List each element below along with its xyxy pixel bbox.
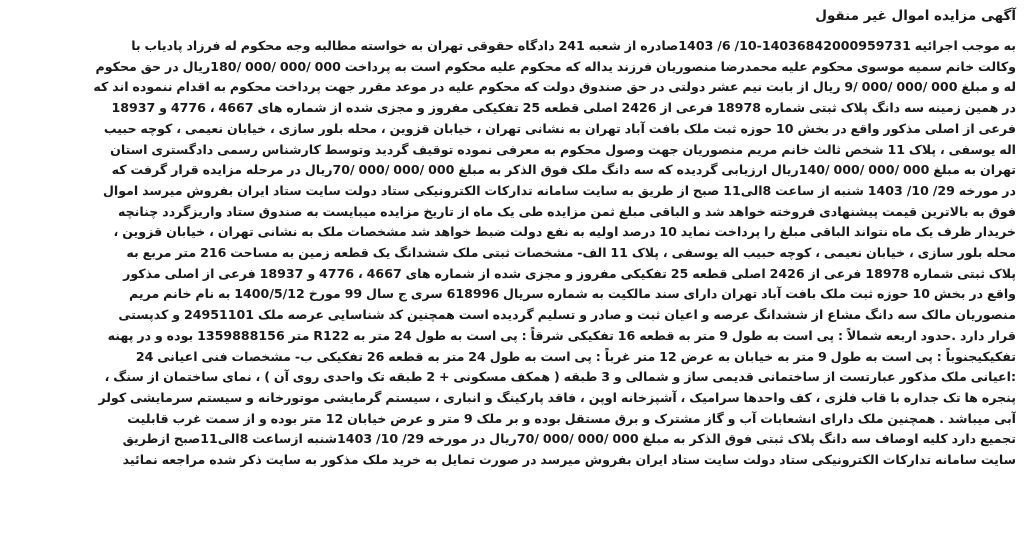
notice-line: آبی میباشد . همچنین ملک دارای انشعابات آب و گاز مشترک و برق مستقل بوده و بر ملک 9 متر و عرض خیابان 12 متر بوده و از سمت غرب قابلیت [127, 410, 1016, 426]
notice-line: سایت سامانه تدارکات الکترونیکی ستاد دولت سایت ستاد ایران بفروش میرسد در صورت تمایل به خرید ملک مذکور به سایت ذکر شده مراجعه نمائید [122, 452, 1016, 468]
notice-line: :اعیانی ملک مذکور عبارتست از ساختمانی قدیمی ساز و شمالی و 3 طبقه ( همکف مسکونی + 2 طبقه تک واحدی روی آن ) ، نمای ساختمان از سنگ ، [104, 369, 1016, 385]
notice-line: در مورخه 29/ 10/ 1403 شنبه از ساعت 8الی11 صبح از طریق به سایت سامانه تدارکات الکترونیکی ستاد دولت سایت ستاد ایران بفروش میرسد اموال [102, 182, 1016, 198]
notice-line: به موجب اجرائیه 14036842000959731-10/ 6/ 1403صادره از شعبه 241 دادگاه حقوقی تهران به خواسته مطالبه وجه محکوم له فرزاد پادیاب با [131, 38, 1016, 53]
notice-line: تفکیکیجنوباً : پی است به طول 9 متر به خیابان به عرض 12 متر غرباً : پی است به طول 24 متر به قطعه 26 تفکیکی ب- مشخصات فنی اعیانی 24 [135, 348, 1016, 364]
notice-line: واقع در بخش 10 حوزه ثبت ملک بافت آباد تهران دارای سند مالکیت به شماره سریال 618996 سری ج سال 99 مورخ 1400/5/12 به نام خانم مریم [129, 286, 1016, 302]
notice-title: آگهی مزایده اموال غیر منقول [815, 8, 1016, 24]
notice-line: وکالت خانم سمیه موسوی محکوم علیه محمدرضا منصوریان فرزند یداله که محکوم علیه محکوم است به پرداخت 000 /000 /000 /180ریال در حق محکوم [95, 58, 1016, 74]
notice-line: فرعی از اصلی مذکور واقع در بخش 10 حوزه ثبت ملک بافت آباد تهران به نشانی تهران ، خیابان قزوین ، محله بلور سازی ، خیابان نعیمی ، کوچه حبیب [103, 120, 1016, 136]
notice-line: تجمیع دارد کلیه اوصاف سه دانگ پلاک ثبتی فوق الذکر به مبلغ 000 /000 /000 /70ریال در مورخه 29/ 10/ 1403شنبه ازساعت 8الی11صبح ازطریق [122, 431, 1016, 447]
notice-line: فوق به بالاترین قیمت پیشنهادی فروخته خواهد شد و الباقی مبلغ ثمن مزایده طی یک ماه از تاریخ مزایده میبایست به صندوق ستاد واریزگردد چنانچه [117, 203, 1016, 219]
notice-line: در همین زمینه سه دانگ پلاک ثبتی شماره 18978 فرعی از 2426 اصلی قطعه 25 تفکیکی مفروز و مجزی شده از شماره های 4667 ، 4776 و 18937 [111, 100, 1016, 116]
notice-line: تهران به مبلغ 000 /000 /000 /140ریال ارزیابی گردیده که سه دانگ ملک فوق الذکر به مبلغ 000 /000 /000 /70ریال در مرحله مزایده قرار گرفت که [111, 162, 1016, 178]
notice-line: اله یوسفی ، پلاک 11 شخص ثالث خانم مریم منصوریان جهت وصول محکوم به معرفی نموده توقیف گردید وتوسط کارشناس رسمی دادگستری استان [110, 141, 1016, 157]
notice-line: قرار دارد .حدود اربعه شمالاً : پی است به طول 9 متر به قطعه 16 تفکیکی شرقاً : پی است به طول 24 متر به R122 متر 1359888156 بوده و در پهنه [107, 327, 1016, 343]
notice-body [8, 36, 1016, 471]
notice-line: خریدار ظرف یک ماه نتواند الباقی مبلغ را پرداخت نماید 10 درصد اولیه به نفع دولت ضبط خواهد شد مشخصات ملک به نشانی تهران ، خیابان قزوین ، [113, 224, 1016, 240]
notice-line: له و مبلغ 000 /000 /000 /9 ریال از بابت نیم عشر دولتی در حق صندوق دولت که محکوم علیه در موعد مقرر جهت پرداخت محکوم به اقدام ننموده اند که [93, 79, 1016, 95]
notice-line: منصوریان مالک سه دانگ مشاع از ششدانگ عرصه و اعیان ثبت و صادر و تسلیم گردیده است همچنین کد شناسایی عرصه ملک 24951101 و کدپستی [118, 307, 1016, 323]
notice-line: پلاک ثبتی شماره 18978 فرعی از 2426 اصلی قطعه 25 تفکیکی مفروز و مجزی شده از شماره های 4667 ، 4776 و 18937 فرعی از اصلی مذکور [123, 265, 1016, 281]
notice-line: پنجره ها تک جداره با قاب فلزی ، کف واحدها سرامیک ، آشپزخانه اوپن ، فاقد پارکینگ و انباری ، سیستم گرمایشی موتورخانه و سیستم سرمایشی کولر [98, 389, 1016, 405]
notice-line: محله بلور سازی ، خیابان نعیمی ، کوچه حبیب اله یوسفی ، پلاک 11 الف- مشخصات ثبتی ملک ششدانگ یک قطعه زمین به مساحت 216 متر مربع به [126, 245, 1016, 261]
